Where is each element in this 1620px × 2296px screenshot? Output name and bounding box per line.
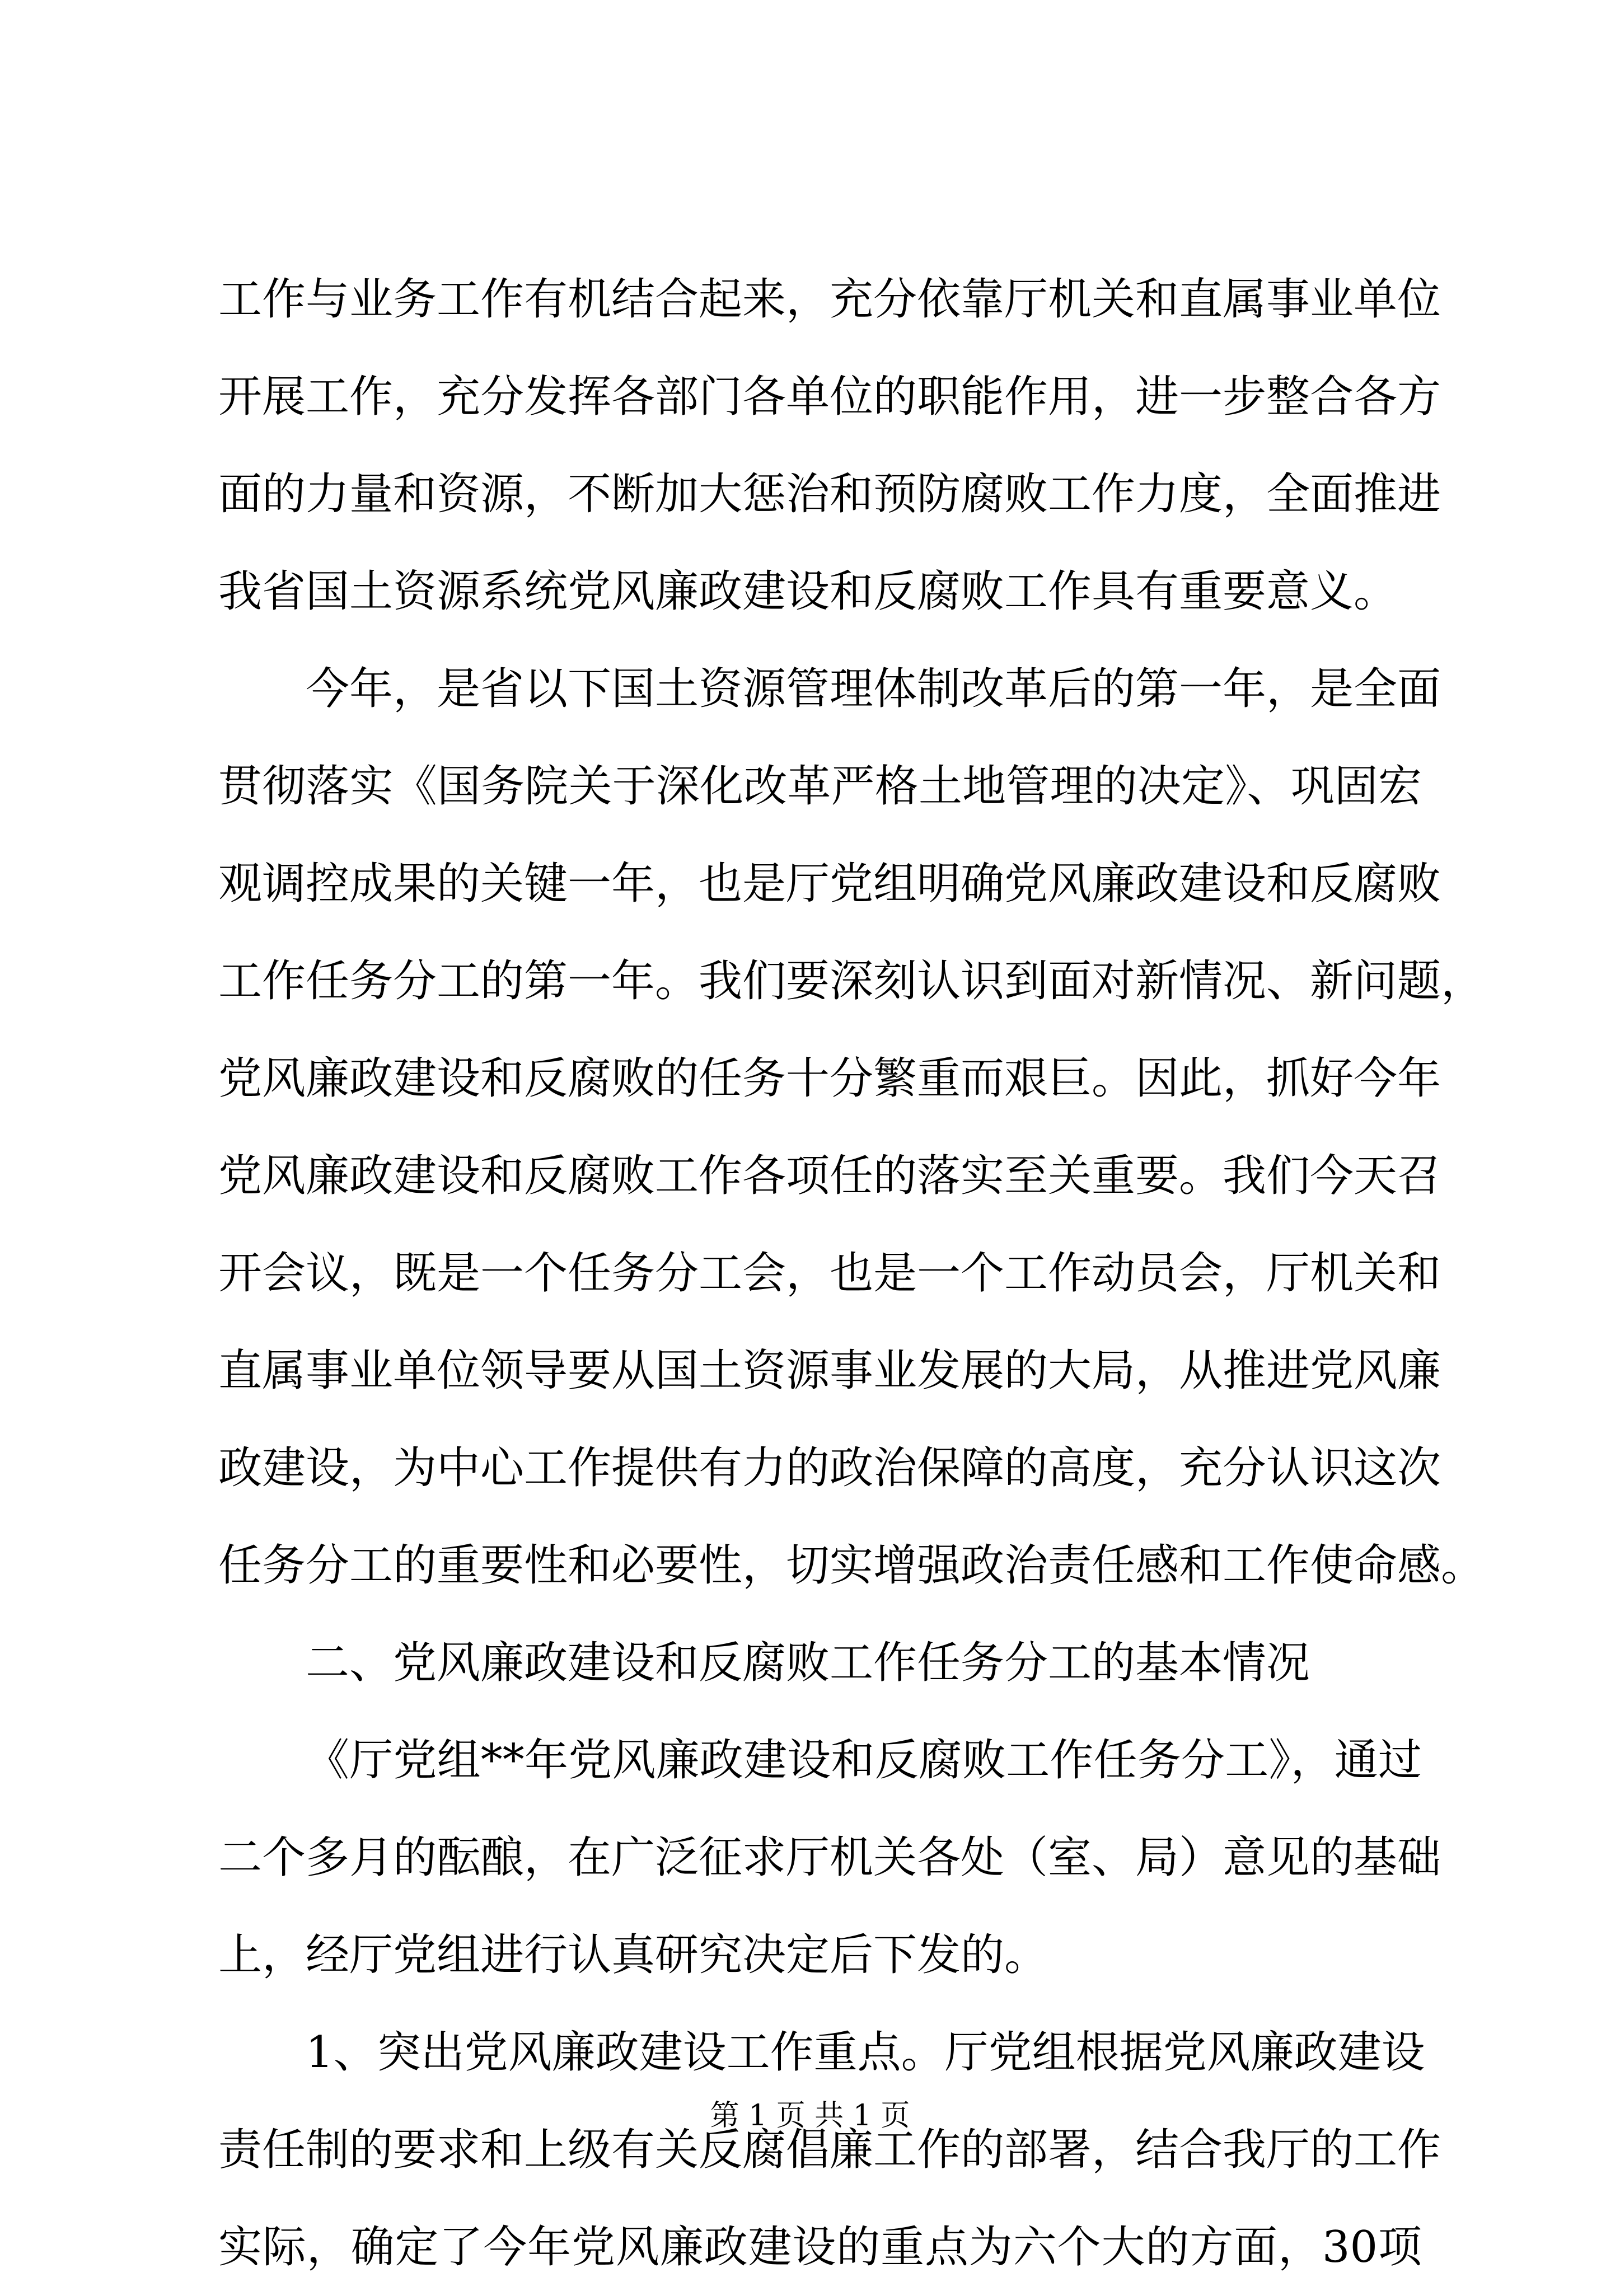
text-line: 二个多月的酝酿，在广泛征求厅机关各处（室、局）意见的基础: [218, 1833, 1441, 1883]
text-line: 观调控成果的关键一年，也是厅党组明确党风廉政建设和反腐败: [218, 859, 1441, 909]
paragraph-start-line: 今年，是省以下国土资源管理体制改革后的第一年，是全面: [306, 664, 1441, 714]
text-line: 贯彻落实《国务院关于深化改革严格土地管理的决定》、巩固宏: [218, 761, 1422, 812]
section-heading: 二、党风廉政建设和反腐败工作任务分工的基本情况: [306, 1638, 1310, 1688]
text-line: 开会议，既是一个任务分工会，也是一个工作动员会，厅机关和: [218, 1248, 1441, 1299]
text-line: 责任制的要求和上级有关反腐倡廉工作的部署，结合我厅的工作: [218, 2125, 1441, 2175]
text-line: 政建设，为中心工作提供有力的政治保障的高度，充分认识这次: [218, 1443, 1441, 1493]
text-line: 我省国土资源系统党风廉政建设和反腐败工作具有重要意义。: [218, 566, 1398, 617]
paragraph-start-line: 《厅党组**年党风廉政建设和反腐败工作任务分工》，通过: [306, 1735, 1422, 1786]
text-line: 面的力量和资源，不断加大惩治和预防腐败工作力度，全面推进: [218, 469, 1441, 519]
text-line: 实际，确定了今年党风廉政建设的重点为六个大的方面，30项: [218, 2222, 1422, 2272]
paragraph-start-line: 1、突出党风廉政建设工作重点。厅党组根据党风廉政建设: [306, 2027, 1425, 2078]
text-line: 工作与业务工作有机结合起来，充分依靠厅机关和直属事业单位: [218, 274, 1441, 325]
text-line: 工作任务分工的第一年。我们要深刻认识到面对新情况、新问题，: [218, 956, 1485, 1006]
text-line: 上，经厅党组进行认真研究决定后下发的。: [218, 1930, 1048, 1980]
text-line: 任务分工的重要性和必要性，切实增强政治责任感和工作使命感。: [218, 1540, 1485, 1591]
page-number-footer: 第 1 页 共 1 页: [710, 2099, 910, 2133]
text-line: 开展工作，充分发挥各部门各单位的职能作用，进一步整合各方: [218, 372, 1441, 422]
text-line: 党风廉政建设和反腐败的任务十分繁重而艰巨。因此，抓好今年: [218, 1053, 1441, 1104]
text-line: 直属事业单位领导要从国土资源事业发展的大局，从推进党风廉: [218, 1346, 1441, 1396]
document-body: [218, 251, 1485, 2296]
text-line: 党风廉政建设和反腐败工作各项任的落实至关重要。我们今天召: [218, 1151, 1441, 1201]
